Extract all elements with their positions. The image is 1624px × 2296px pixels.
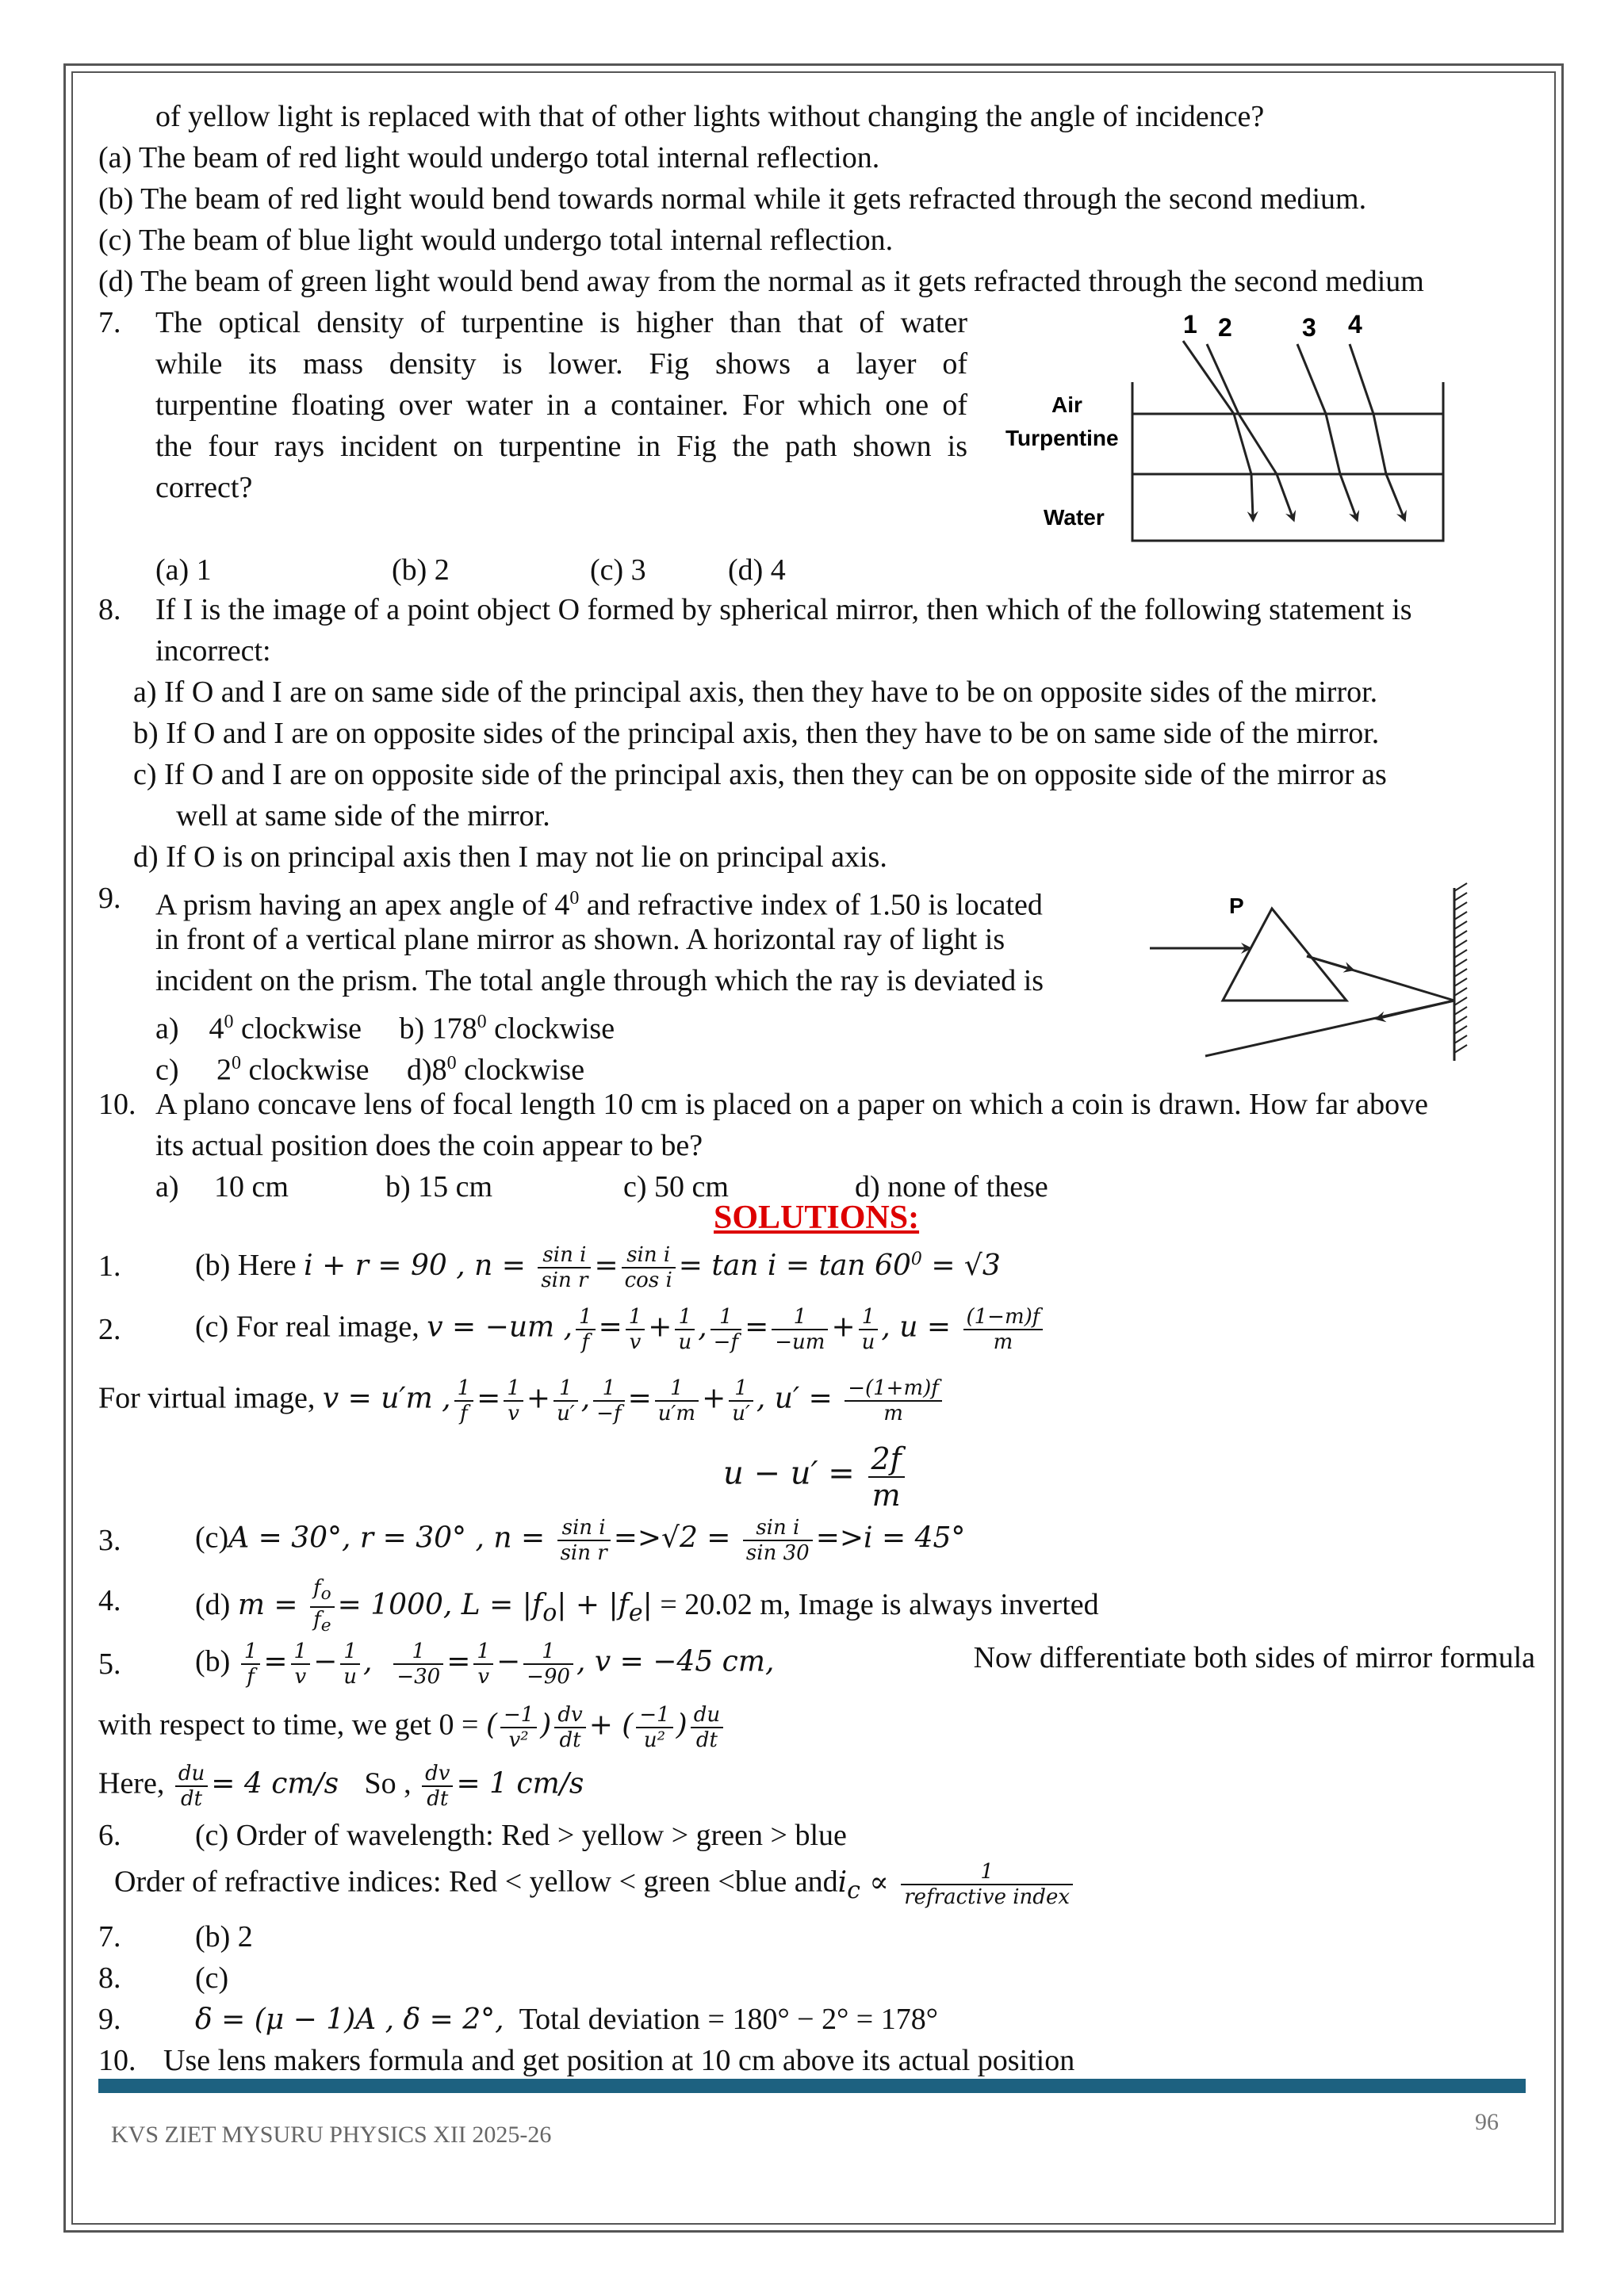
q7-line: turpentine floating over water in a container. For which one of: [155, 388, 967, 422]
q8-line: If I is the image of a point object O formed by spherical mirror, then which of the following statement is: [155, 593, 1412, 626]
footer-bar: [98, 2079, 1526, 2093]
opt-value: 2: [216, 1053, 232, 1087]
prism-mirror-figure: [1142, 880, 1499, 1070]
sol-5-line2: with respect to time, we get 0 = ( $\frac{-1}{\text{v²}}$ ) $\frac{dv}{dt}$ + ( $\frac{-1}{\text{u²}}$ ) $\frac{du}{dt}$: [98, 1703, 726, 1752]
sol-2-virtual: For virtual image, v = u′m , $\frac{1}{f}$ = $\frac{1}{v}$ + $\frac{1}{u'}$ , $\frac{1}{-f}$ = $\frac{1}{u'm}$ + $\frac{1}{u'}$ , u′ = $\frac{-(1+m)f}{m}$: [98, 1376, 945, 1425]
opt-label: c): [155, 1053, 179, 1087]
sol-text: = 20.02 m, Image is always inverted: [660, 1587, 1099, 1621]
q8-option-d: d) If O is on principal axis then I may not lie on principal axis.: [133, 840, 887, 874]
q7-line: the four rays incident on turpentine in Fig the path shown is: [155, 430, 967, 463]
degree-sup: 0: [569, 888, 580, 909]
sol-5: (b) $\frac{1}{f}$ = $\frac{1}{v}$ − $\frac{1}{u}$ , $\frac{1}{-30}$ = $\frac{1}{v}$ − $\frac{1}{-90}$ , v = −45 cm, Now differentiate both sides of mirror formula: [195, 1640, 1535, 1689]
sol-7: (b) 2: [195, 1920, 253, 1954]
sol-text: with respect to time, we get 0 =: [98, 1708, 479, 1742]
sol-text: (b): [195, 1644, 231, 1678]
opt-value: d)8: [406, 1053, 447, 1087]
sol-text: For virtual image,: [98, 1381, 316, 1415]
sol-text: (c) For real image,: [195, 1310, 419, 1344]
q6-option-d: (d) The beam of green light would bend away from the normal as it gets refracted through the second medium: [98, 265, 1424, 298]
sol-text: (c): [195, 1521, 229, 1555]
opt-text: clockwise: [464, 1053, 585, 1087]
ray-number: 3: [1302, 313, 1316, 342]
q9-text: and refractive index of 1.50 is located: [586, 888, 1043, 922]
q9-text: A prism having an apex angle of 4: [155, 888, 570, 922]
solutions-title: SOLUTIONS:: [714, 1200, 920, 1236]
q10-line: A plano concave lens of focal length 10 cm is placed on a paper on which a coin is drawn. How far above: [155, 1088, 1428, 1121]
opt-text: clockwise: [248, 1053, 370, 1087]
q9-options-row1: [155, 1004, 615, 1047]
sol-9-number: 9.: [98, 2003, 121, 2036]
q9-line: in front of a vertical plane mirror as shown. A horizontal ray of light is: [155, 923, 1005, 956]
ray-number: 2: [1218, 313, 1232, 342]
sol-3-number: 3.: [98, 1524, 121, 1557]
ray-4: [1350, 344, 1404, 517]
sol-2-result: u − u′ = $\frac{2f}{m}$: [723, 1441, 908, 1513]
sol-5-line3: Here, $\frac{du}{dt}$ = 4 cm/s So , $\frac{dv}{dt}$ = 1 cm/s: [98, 1762, 584, 1811]
sol-10-number: 10.: [98, 2044, 136, 2077]
q7-line: correct?: [155, 471, 253, 504]
prism: [1223, 909, 1346, 1001]
sol-4: (d) m = $\frac{f_o}{f_e}$ = 1000, $L = |f_o| + |f_e| = 20.02$ m, Image is always inverted: [195, 1576, 1099, 1636]
q9-options-row2: [155, 1045, 584, 1089]
degree-sup: 0: [224, 1012, 234, 1032]
footer-text: KVS ZIET MYSURU PHYSICS XII 2025-26: [111, 2122, 552, 2148]
q8-option-a: a) If O and I are on same side of the principal axis, then they have to be on opposite sides of the mirror.: [133, 675, 1378, 709]
q8-line: incorrect:: [155, 634, 271, 668]
label-air: Air: [1051, 392, 1082, 417]
q10-option-b: b) 15 cm: [385, 1170, 493, 1203]
sol-5-number: 5.: [98, 1647, 121, 1681]
label-turpentine: Turpentine: [1005, 426, 1119, 450]
degree-sup: 0: [446, 1053, 457, 1073]
sol-fraction-denominator: refractive index: [904, 1885, 1070, 1909]
q7-number: 7.: [98, 306, 121, 339]
opt-value: 4: [209, 1012, 224, 1046]
q7-option-a: (a) 1: [155, 553, 212, 587]
q9-line: [155, 880, 1043, 924]
q7-line: The optical density of turpentine is higher than that of water: [155, 306, 967, 339]
q10-option-c: c) 50 cm: [623, 1170, 729, 1203]
opt-label: a): [155, 1012, 179, 1046]
sol-text: (d): [195, 1587, 231, 1621]
sol-3: (c)A = 30°, r = 30° , n = $\frac{\text{sin i}}{\text{sin r}}$ =>√2 = $\frac{\text{sin i}}{\sin 30}$ =>i = 45°: [195, 1516, 966, 1565]
label-water: Water: [1044, 505, 1105, 530]
sol-text: Order of refractive indices: Red < yellow < green <blue and: [114, 1865, 838, 1899]
sol-2-number: 2.: [98, 1313, 121, 1346]
sol-text: Now differentiate both sides of mirror formula: [973, 1641, 1535, 1674]
opt-text: clockwise: [241, 1012, 362, 1046]
sol-6-line2: Order of refractive indices: Red < yellow < green <blue andi$_c$ ∝ $\frac{1}{\text{refractive index}}$: [114, 1860, 1076, 1909]
mirror-hatching: [1454, 883, 1467, 1053]
q6-continuation: of yellow light is replaced with that of other lights without changing the angle of incidence?: [155, 100, 1265, 133]
sol-text: (b) Here: [195, 1249, 297, 1282]
sol-text: Here,: [98, 1766, 165, 1800]
q8-option-c: c) If O and I are on opposite side of the principal axis, then they can be on opposite side of the mirror as: [133, 758, 1387, 791]
sol-1-number: 1.: [98, 1249, 121, 1283]
ray-3: [1297, 344, 1356, 517]
q7-option-c: (c) 3: [590, 553, 646, 587]
sol-text: So ,: [364, 1766, 412, 1800]
sol-text: Total deviation = 180° − 2° = 178°: [519, 2003, 938, 2036]
sol-10: Use lens makers formula and get position at 10 cm above its actual position: [163, 2044, 1075, 2077]
turpentine-figure: [999, 301, 1459, 552]
reflected-arrow: [1380, 1001, 1454, 1018]
sol-2: (c) For real image, v = −um , $\frac{1}{f}$ = $\frac{1}{v}$ + $\frac{1}{u}$ , $\frac{1}{-f}$ = $\frac{1}{-um}$ + $\frac{1}{u}$ , u = $\frac{(1-m)f}{m}$: [195, 1305, 1046, 1354]
degree-sup: 0: [477, 1012, 487, 1032]
q8-number: 8.: [98, 593, 121, 626]
page-number: 96: [1475, 2109, 1499, 2135]
sol-6: (c) Order of wavelength: Red > yellow > green > blue: [195, 1819, 847, 1852]
sol-8: (c): [195, 1961, 229, 1995]
sol-8-number: 8.: [98, 1961, 121, 1995]
q10-line: its actual position does the coin appear to be?: [155, 1129, 703, 1162]
q7-option-b: (b) 2: [392, 553, 450, 587]
q6-option-b: (b) The beam of red light would bend towards normal while it gets refracted through the second medium.: [98, 182, 1367, 216]
prism-label: P: [1229, 894, 1244, 918]
q10-number: 10.: [98, 1088, 136, 1121]
ray-2: [1207, 344, 1293, 517]
q10-option-a: 10 cm: [214, 1170, 289, 1203]
degree-sup: 0: [232, 1053, 242, 1073]
q6-option-c: (c) The beam of blue light would undergo total internal reflection.: [98, 224, 894, 257]
ray-number: 4: [1348, 310, 1362, 339]
q8-option-b: b) If O and I are on opposite sides of the principal axis, then they have to be on same side of the mirror.: [133, 717, 1380, 750]
sol-1: (b) Here i + r = 90 , n = $\frac{\text{sin i}}{\text{sin r}}$ = $\frac{\text{sin i}}{\text{cos i}}$ = $\tan i = \tan 60^0 = √3$: [195, 1243, 1001, 1293]
q9-number: 9.: [98, 882, 121, 915]
q10-option-a-label: a): [155, 1170, 179, 1203]
sol-7-number: 7.: [98, 1920, 121, 1954]
opt-text: clockwise: [494, 1012, 615, 1046]
sol-6-number: 6.: [98, 1819, 121, 1852]
q10-option-d: d) none of these: [855, 1170, 1048, 1203]
opt-value: b) 178: [399, 1012, 477, 1046]
q7-line: while its mass density is lower. Fig shows a layer of: [155, 347, 967, 381]
ray-number: 1: [1183, 310, 1197, 339]
emergent-arrow: [1307, 956, 1350, 969]
sol-4-number: 4.: [98, 1584, 121, 1617]
q6-option-a: (a) The beam of red light would undergo total internal reflection.: [98, 141, 880, 174]
q7-option-d: (d) 4: [728, 553, 786, 587]
q8-option-c-cont: well at same side of the mirror.: [176, 799, 550, 832]
q9-line: incident on the prism. The total angle through which the ray is deviated is: [155, 964, 1044, 997]
sol-9: δ = (μ − 1)A , δ = 2°, Total deviation = 180° − 2° = 178°: [195, 2003, 938, 2036]
container: [1132, 382, 1443, 541]
